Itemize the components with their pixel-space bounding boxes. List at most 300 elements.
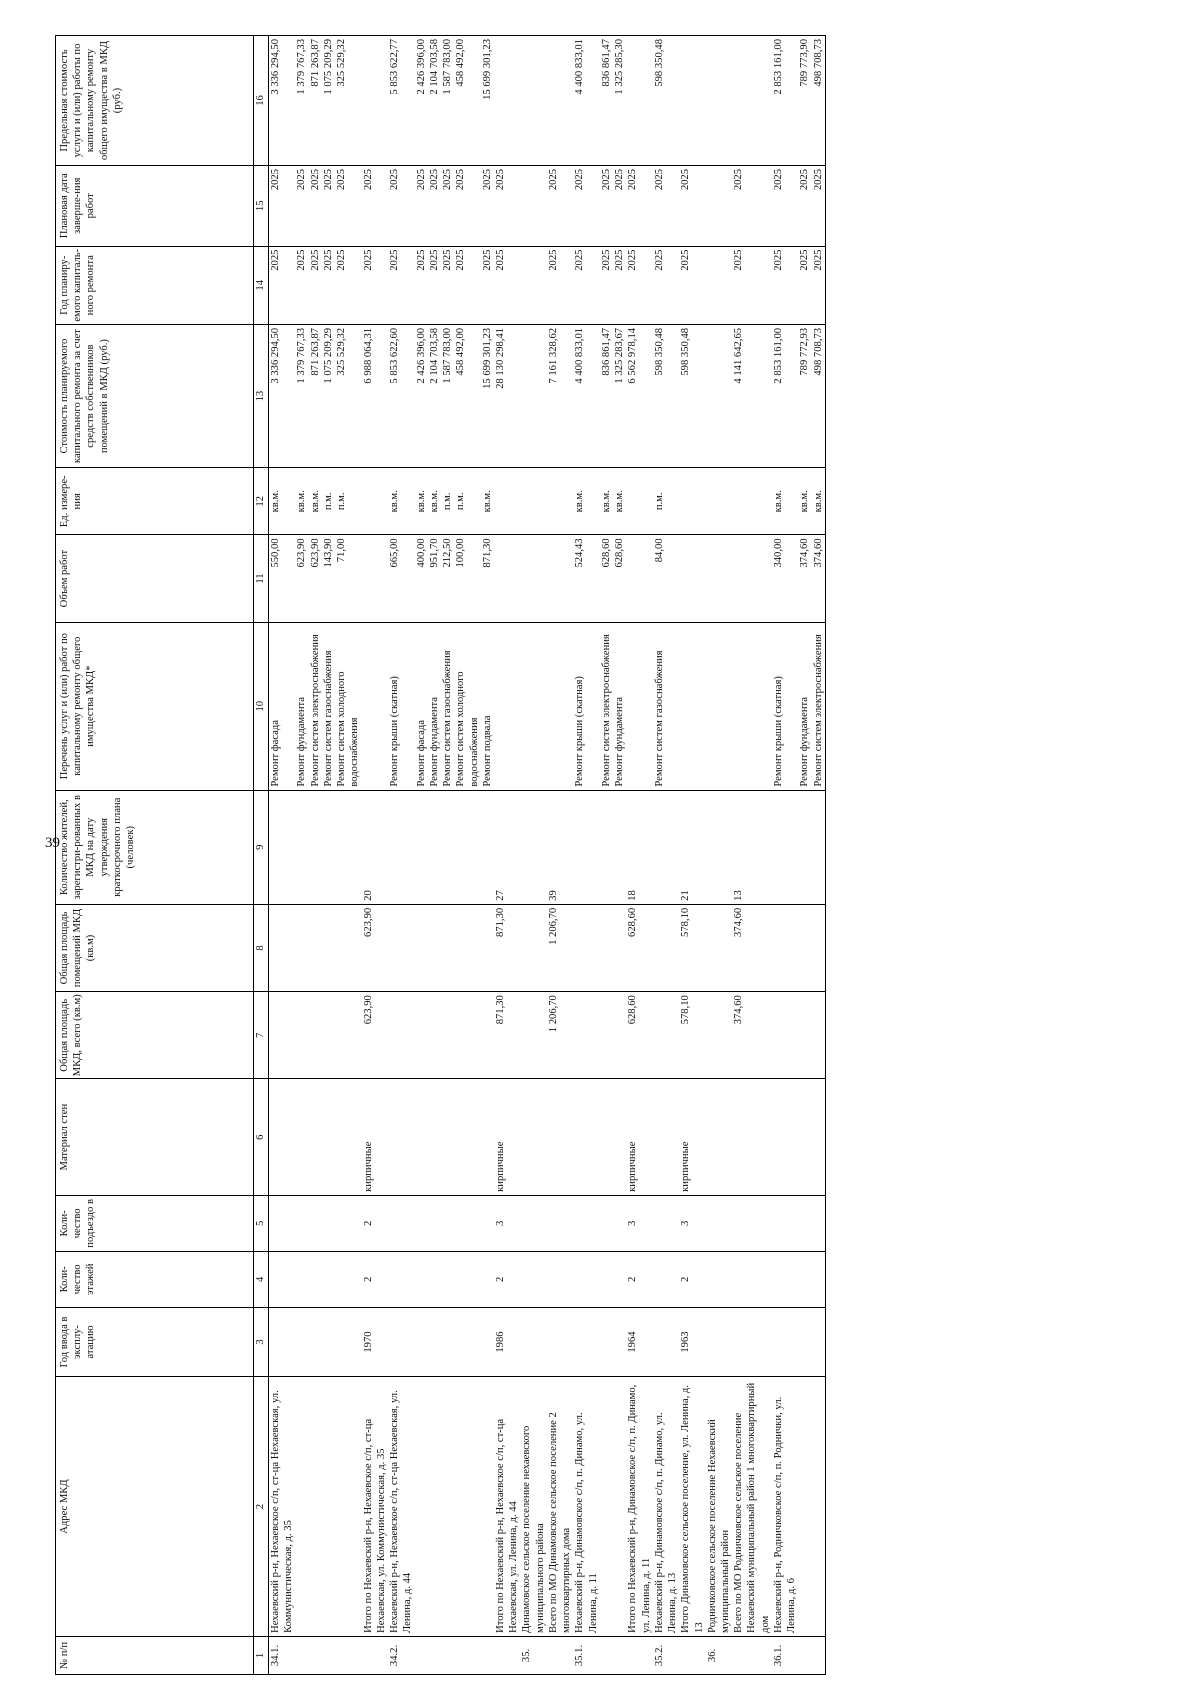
header-cell: Общая площадь МКД, всего (кв.м) [56,992,254,1079]
repair-year-cell: 2025 [322,246,335,324]
residents-cell [520,790,546,904]
end-date-cell: 2025 [309,165,322,246]
premises-area-cell: 374,60 [732,904,772,991]
max-cost-cell [547,36,573,166]
unit-cell: кв.м. [613,468,626,535]
total-area-cell [573,992,599,1079]
work-type-cell: Ремонт систем газоснабжения [322,622,335,790]
volume-cell [626,535,652,622]
address-cell [798,1377,811,1637]
unit-cell: кв.м. [415,468,428,535]
unit-cell [732,468,772,535]
repair-year-cell: 2025 [573,246,599,324]
work-type-cell: Ремонт фасада [269,622,296,790]
max-cost-cell [679,36,705,166]
rotated-landscape-page [55,35,1173,1675]
residents-cell [812,790,826,904]
work-type-cell: Ремонт фундамента [428,622,441,790]
volume-cell [494,535,520,622]
floors-cell [613,1251,626,1307]
premises-area-cell [415,904,428,991]
column-number: 10 [254,622,269,790]
table-row [309,36,322,1675]
year-cell [812,1307,826,1376]
volume-cell: 84,00 [653,535,679,622]
year-cell: 1964 [626,1307,652,1376]
premises-area-cell [309,904,322,991]
volume-cell [520,535,546,622]
work-type-cell: Ремонт систем газоснабжения [441,622,454,790]
header-cell: Плановая дата заверше-ния работ [56,165,254,246]
floors-cell: 2 [679,1251,705,1307]
cost-cell: 1 075 209,29 [322,324,335,467]
entrances-cell [547,1195,573,1251]
column-number: 4 [254,1251,269,1307]
entrances-cell: 3 [679,1195,705,1251]
total-area-cell [269,992,296,1079]
wall-material-cell [772,1079,798,1195]
row-number [679,1636,705,1674]
year-cell [322,1307,335,1376]
volume-cell: 143,90 [322,535,335,622]
entrances-cell: 2 [362,1195,388,1251]
residents-cell: 18 [626,790,652,904]
total-area-cell [798,992,811,1079]
work-type-cell: Ремонт систем газоснабжения [653,622,679,790]
header-cell: Коли-чество этажей [56,1251,254,1307]
year-cell [547,1307,573,1376]
year-cell [706,1307,732,1376]
cost-cell: 1 325 283,67 [613,324,626,467]
residents-cell: 39 [547,790,573,904]
premises-area-cell: 578,10 [679,904,705,991]
table-row [269,36,296,1675]
repair-year-cell: 2025 [441,246,454,324]
premises-area-cell [520,904,546,991]
column-number: 16 [254,36,269,166]
end-date-cell: 2025 [812,165,826,246]
total-area-cell [812,992,826,1079]
total-area-cell: 871,30 [494,992,520,1079]
year-cell [798,1307,811,1376]
repair-year-cell: 2025 [335,246,361,324]
floors-cell [454,1251,480,1307]
repair-year-cell: 2025 [798,246,811,324]
column-number: 3 [254,1307,269,1376]
entrances-cell [322,1195,335,1251]
entrances-cell [454,1195,480,1251]
work-type-cell [520,622,546,790]
entrances-cell [600,1195,613,1251]
end-date-cell: 2025 [600,165,613,246]
table-row [812,36,826,1675]
entrances-cell [732,1195,772,1251]
year-cell [388,1307,414,1376]
cost-cell: 598 350,48 [679,324,705,467]
residents-cell [441,790,454,904]
cost-cell: 4 400 833,01 [573,324,599,467]
address-cell [454,1377,480,1637]
end-date-cell [520,165,546,246]
max-cost-cell [626,36,652,166]
premises-area-cell [335,904,361,991]
repair-year-cell: 2025 [600,246,613,324]
table-row [653,36,679,1675]
cost-cell [520,324,546,467]
cost-cell: 6 988 064,31 [362,324,388,467]
address-cell: Итого по Нехаевский р-н, Нехаевское с/п, ст-ца Нехаевская, ул. Коммунистическая, д. 35 [362,1377,388,1637]
wall-material-cell: кирпичные [494,1079,520,1195]
cost-cell: 6 562 978,14 [626,324,652,467]
wall-material-cell [415,1079,428,1195]
residents-cell [600,790,613,904]
cost-cell: 1 379 767,33 [295,324,308,467]
premises-area-cell [481,904,494,991]
year-cell: 1970 [362,1307,388,1376]
floors-cell [295,1251,308,1307]
row-number [454,1636,480,1674]
header-cell: Объем работ [56,535,254,622]
premises-area-cell [706,904,732,991]
repair-year-cell: 2025 [388,246,414,324]
volume-cell: 623,90 [309,535,322,622]
end-date-cell: 2025 [362,165,388,246]
volume-cell [547,535,573,622]
volume-cell [679,535,705,622]
table-row [613,36,626,1675]
row-number: 36. [706,1636,732,1674]
repair-year-cell: 2025 [613,246,626,324]
address-cell [481,1377,494,1637]
wall-material-cell [481,1079,494,1195]
column-number: 14 [254,246,269,324]
address-cell: Всего по МО Динамовское сельское поселение 2 многоквартирных дома [547,1377,573,1637]
year-cell [428,1307,441,1376]
volume-cell: 374,60 [812,535,826,622]
max-cost-cell: 2 104 703,58 [428,36,441,166]
premises-area-cell [600,904,613,991]
floors-cell [772,1251,798,1307]
total-area-cell [388,992,414,1079]
max-cost-cell: 498 708,73 [812,36,826,166]
header-cell: Общая площадь помещений МКД (кв.м) [56,904,254,991]
repair-year-cell: 2025 [269,246,296,324]
row-number [428,1636,441,1674]
premises-area-cell [295,904,308,991]
floors-cell [732,1251,772,1307]
max-cost-cell: 15 699 301,23 [481,36,494,166]
unit-cell: кв.м. [812,468,826,535]
entrances-cell [269,1195,296,1251]
address-cell: Итого Динамовское сельское поселение, ул. Ленина, д. 13 [679,1377,705,1637]
max-cost-cell: 1 587 783,00 [441,36,454,166]
end-date-cell: 2025 [653,165,679,246]
unit-cell: п.м. [454,468,480,535]
premises-area-cell [388,904,414,991]
address-cell [613,1377,626,1637]
row-number [798,1636,811,1674]
year-cell [415,1307,428,1376]
entrances-cell [653,1195,679,1251]
address-cell [295,1377,308,1637]
volume-cell: 623,90 [295,535,308,622]
premises-area-cell [812,904,826,991]
total-area-cell [322,992,335,1079]
row-number [494,1636,520,1674]
total-area-cell [415,992,428,1079]
table-row [573,36,599,1675]
repair-year-cell: 2025 [732,246,772,324]
header-row [56,36,254,1675]
total-area-cell [335,992,361,1079]
volume-cell [732,535,772,622]
year-cell [309,1307,322,1376]
wall-material-cell [388,1079,414,1195]
repair-year-cell: 2025 [772,246,798,324]
column-number: 13 [254,324,269,467]
cost-cell: 2 426 396,00 [415,324,428,467]
residents-cell [573,790,599,904]
floors-cell [309,1251,322,1307]
address-cell: Нехаевский р-н, Нехаевское с/п, ст-ца Нехаевская, ул. Коммунистическая, д. 35 [269,1377,296,1637]
repair-year-cell: 2025 [812,246,826,324]
max-cost-cell: 1 075 209,29 [322,36,335,166]
column-number: 1 [254,1636,269,1674]
unit-cell: кв.м. [269,468,296,535]
residents-cell [388,790,414,904]
row-number [335,1636,361,1674]
end-date-cell: 2025 [322,165,335,246]
cost-cell: 3 336 294,50 [269,324,296,467]
work-type-cell [362,622,388,790]
volume-cell: 628,60 [600,535,613,622]
repair-year-cell: 2025 [481,246,494,324]
floors-cell: 2 [362,1251,388,1307]
end-date-cell: 2025 [798,165,811,246]
table-row [415,36,428,1675]
floors-cell [428,1251,441,1307]
header-cell: Предельная стоимость услуги и (или) работы по капитальному ремонту общего имущества в МКД (руб.) [56,36,254,166]
unit-cell: кв.м. [309,468,322,535]
table-row [295,36,308,1675]
table-row [441,36,454,1675]
cost-cell: 498 708,73 [812,324,826,467]
max-cost-cell: 3 336 294,50 [269,36,296,166]
column-number: 15 [254,165,269,246]
unit-cell: кв.м. [295,468,308,535]
end-date-cell: 2025 [547,165,573,246]
repair-year-cell: 2025 [626,246,652,324]
residents-cell: 13 [732,790,772,904]
volume-cell: 400,00 [415,535,428,622]
page-number: 39 [45,835,60,851]
repair-year-cell [520,246,546,324]
volume-cell: 871,30 [481,535,494,622]
row-number: 35.1. [573,1636,599,1674]
wall-material-cell [600,1079,613,1195]
column-number: 6 [254,1079,269,1195]
volume-cell: 100,00 [454,535,480,622]
residents-cell [798,790,811,904]
repair-year-cell: 2025 [415,246,428,324]
header-cell: Ед. измере-ния [56,468,254,535]
repair-year-cell: 2025 [362,246,388,324]
unit-cell: кв.м. [428,468,441,535]
entrances-cell [388,1195,414,1251]
cost-cell: 28 130 298,41 [494,324,520,467]
work-type-cell: Ремонт крыши (скатная) [573,622,599,790]
table-row [362,36,388,1675]
header-cell: Стоимость планируемого капитального ремонта за счет средств собственников помещений в МКД (руб.) [56,324,254,467]
residents-cell [481,790,494,904]
wall-material-cell [812,1079,826,1195]
repair-year-cell: 2025 [679,246,705,324]
address-cell [335,1377,361,1637]
wall-material-cell: кирпичные [679,1079,705,1195]
max-cost-cell: 2 853 161,00 [772,36,798,166]
header-cell: № п/п [56,1636,254,1674]
volume-cell: 524,43 [573,535,599,622]
year-cell [600,1307,613,1376]
work-type-cell [732,622,772,790]
wall-material-cell [798,1079,811,1195]
cost-cell: 2 104 703,58 [428,324,441,467]
unit-cell: п.м. [653,468,679,535]
entrances-cell: 3 [494,1195,520,1251]
max-cost-cell: 871 263,87 [309,36,322,166]
work-type-cell: Ремонт крыши (скатная) [388,622,414,790]
year-cell [520,1307,546,1376]
volume-cell: 550,00 [269,535,296,622]
wall-material-cell [295,1079,308,1195]
max-cost-cell [732,36,772,166]
work-type-cell: Ремонт подвала [481,622,494,790]
work-type-cell: Ремонт фундамента [613,622,626,790]
premises-area-cell [653,904,679,991]
cost-cell [706,324,732,467]
max-cost-cell: 789 773,90 [798,36,811,166]
year-cell [441,1307,454,1376]
row-number: 35.2. [653,1636,679,1674]
premises-area-cell [322,904,335,991]
row-number [322,1636,335,1674]
unit-cell: п.м. [335,468,361,535]
unit-cell [520,468,546,535]
max-cost-cell: 1 325 285,30 [613,36,626,166]
repair-year-cell: 2025 [454,246,480,324]
floors-cell [798,1251,811,1307]
floors-cell [600,1251,613,1307]
address-cell [322,1377,335,1637]
max-cost-cell: 1 379 767,33 [295,36,308,166]
work-type-cell: Ремонт фасада [415,622,428,790]
address-cell [428,1377,441,1637]
unit-cell: кв.м. [481,468,494,535]
row-number: 34.1. [269,1636,296,1674]
unit-cell [547,468,573,535]
address-cell [812,1377,826,1637]
volume-cell [362,535,388,622]
entrances-cell [441,1195,454,1251]
total-area-cell [481,992,494,1079]
address-cell: Нехаевский р-н, Динамовское с/п, п. Динамо, ул. Ленина, д. 13 [653,1377,679,1637]
table-row [798,36,811,1675]
residents-cell: 21 [679,790,705,904]
row-number [626,1636,652,1674]
table-row [335,36,361,1675]
premises-area-cell: 871,30 [494,904,520,991]
total-area-cell: 628,60 [626,992,652,1079]
volume-cell: 951,70 [428,535,441,622]
max-cost-cell: 458 492,00 [454,36,480,166]
entrances-cell [335,1195,361,1251]
entrances-cell [520,1195,546,1251]
address-cell [600,1377,613,1637]
table-body [269,36,826,1675]
residents-cell [653,790,679,904]
cost-cell: 325 529,32 [335,324,361,467]
volume-cell: 212,50 [441,535,454,622]
work-type-cell: Ремонт систем холодного водоснабжения [335,622,361,790]
total-area-cell [309,992,322,1079]
end-date-cell: 2025 [573,165,599,246]
cost-cell: 836 861,47 [600,324,613,467]
cost-cell: 1 587 783,00 [441,324,454,467]
address-cell [441,1377,454,1637]
total-area-cell [772,992,798,1079]
total-area-cell [706,992,732,1079]
total-area-cell: 623,90 [362,992,388,1079]
capital-repair-table [55,35,826,1675]
table-row [428,36,441,1675]
unit-cell: кв.м. [573,468,599,535]
end-date-cell: 2025 [732,165,772,246]
premises-area-cell [772,904,798,991]
volume-cell [706,535,732,622]
year-cell [454,1307,480,1376]
column-number: 5 [254,1195,269,1251]
work-type-cell: Ремонт систем холодного водоснабжения [454,622,480,790]
wall-material-cell [732,1079,772,1195]
end-date-cell: 2025 [772,165,798,246]
total-area-cell [428,992,441,1079]
entrances-cell: 3 [626,1195,652,1251]
row-number: 35. [520,1636,546,1674]
cost-cell: 871 263,87 [309,324,322,467]
entrances-cell [613,1195,626,1251]
unit-cell: кв.м. [798,468,811,535]
row-number: 34.2. [388,1636,414,1674]
floors-cell [653,1251,679,1307]
row-number [309,1636,322,1674]
end-date-cell: 2025 [481,165,494,246]
repair-year-cell: 2025 [547,246,573,324]
premises-area-cell [613,904,626,991]
table-row [494,36,520,1675]
floors-cell [706,1251,732,1307]
table-row [600,36,613,1675]
wall-material-cell [706,1079,732,1195]
cost-cell: 4 141 642,65 [732,324,772,467]
max-cost-cell [706,36,732,166]
residents-cell [415,790,428,904]
cost-cell: 458 492,00 [454,324,480,467]
unit-cell: кв.м. [772,468,798,535]
end-date-cell [706,165,732,246]
row-number: 36.1. [772,1636,798,1674]
volume-cell: 71,00 [335,535,361,622]
floors-cell [481,1251,494,1307]
